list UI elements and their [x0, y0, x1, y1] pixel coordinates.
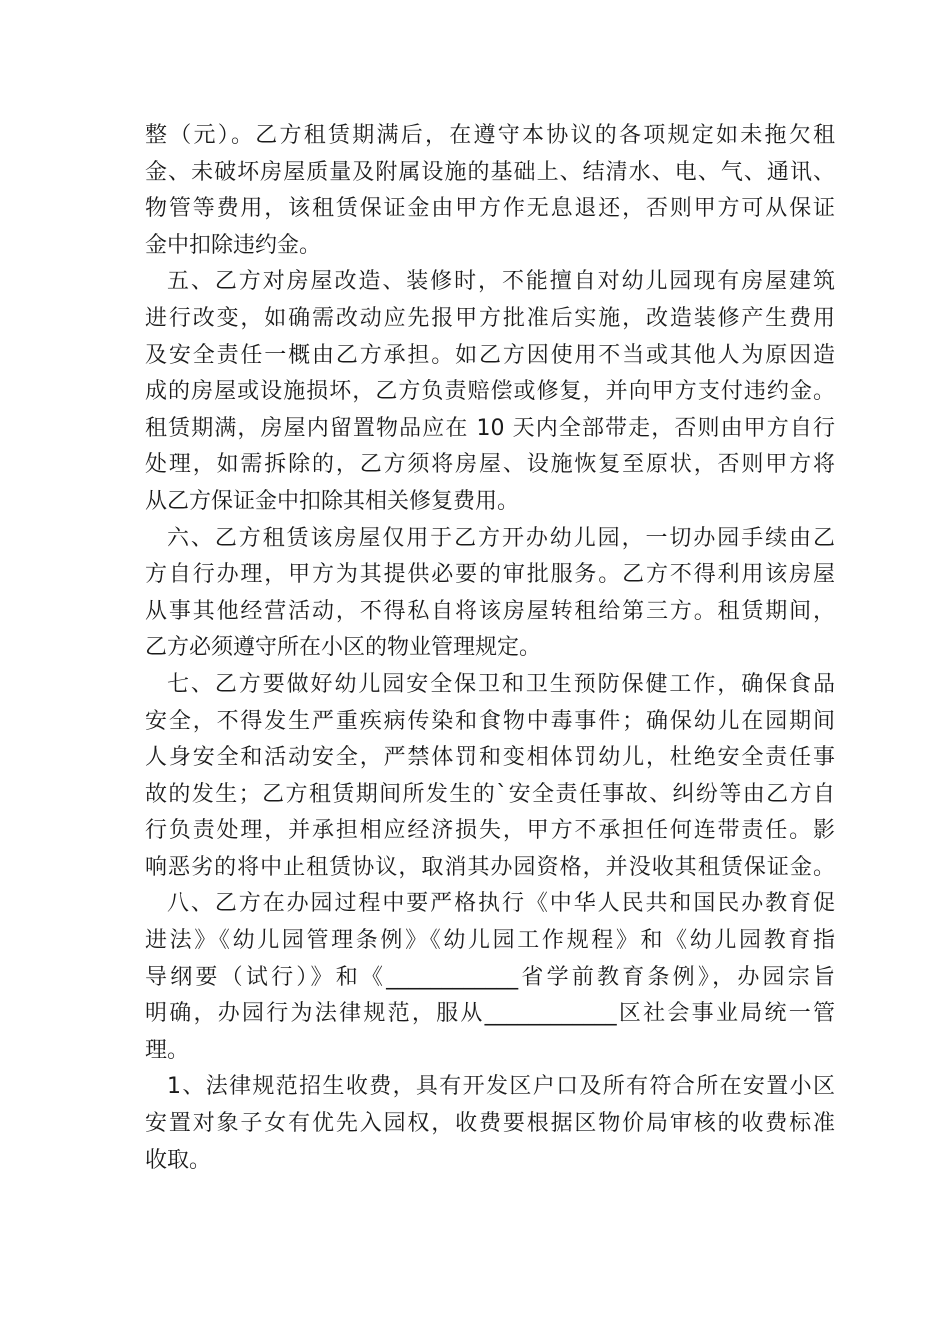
text-line: 1、法律规范招生收费，具有开发区户口及所有符合所在安置小区: [167, 1074, 835, 1100]
text-line: 导纲要（试行）》和《____________省学前教育条例》，办园宗旨: [145, 964, 835, 990]
text-line: 理。: [145, 1037, 190, 1063]
text-line: 响恶劣的将中止租赁协议，取消其办园资格，并没收其租赁保证金。: [145, 854, 835, 880]
document-body: [145, 118, 835, 1179]
text-line: 安置对象子女有优先入园权，收费要根据区物价局审核的收费标准: [145, 1111, 835, 1137]
text-line: 物管等费用，该租赁保证金由甲方作无息退还，否则甲方可从保证: [145, 196, 835, 222]
text-line: 金、未破坏房屋质量及附属设施的基础上、结清水、电、气、通讯、: [145, 159, 835, 185]
text-line: 六、乙方租赁该房屋仅用于乙方开办幼儿园，一切办园手续由乙: [167, 525, 835, 551]
text-line: 五、乙方对房屋改造、装修时，不能擅自对幼儿园现有房屋建筑: [167, 269, 835, 295]
text-line: 收取。: [145, 1147, 212, 1173]
text-line: 人身安全和活动安全，严禁体罚和变相体罚幼儿，杜绝安全责任事: [145, 745, 835, 771]
text-line: 处理，如需拆除的，乙方须将房屋、设施恢复至原状，否则甲方将: [145, 452, 835, 478]
text-line: 从事其他经营活动，不得私自将该房屋转租给第三方。租赁期间，: [145, 598, 835, 624]
text-line: 整（元）。乙方租赁期满后，在遵守本协议的各项规定如未拖欠租: [145, 123, 835, 148]
text-line: 行负责处理，并承担相应经济损失，甲方不承担任何连带责任。影: [145, 818, 835, 844]
text-line: 安全，不得发生严重疾病传染和食物中毒事件；确保幼儿在园期间: [145, 708, 835, 734]
text-line: 七、乙方要做好幼儿园安全保卫和卫生预防保健工作，确保食品: [167, 671, 835, 697]
text-line: 八、乙方在办园过程中要严格执行《中华人民共和国民办教育促: [167, 891, 835, 917]
text-line: 金中扣除违约金。: [145, 232, 322, 258]
text-line: 乙方必须遵守所在小区的物业管理规定。: [145, 635, 542, 661]
text-line: 租赁期满，房屋内留置物品应在 10 天内全部带走，否则由甲方自行: [145, 415, 835, 441]
text-line: 从乙方保证金中扣除其相关修复费用。: [145, 488, 520, 514]
text-line: 故的发生；乙方租赁期间所发生的`安全责任事故、纠纷等由乙方自: [145, 781, 835, 807]
text-line: 进行改变，如确需改动应先报甲方批准后实施，改造装修产生费用: [145, 305, 835, 331]
text-line: 及安全责任一概由乙方承担。如乙方因使用不当或其他人为原因造: [145, 342, 835, 368]
text-line: 进法》《幼儿园管理条例》《幼儿园工作规程》和《幼儿园教育指: [145, 928, 835, 954]
text-line: 成的房屋或设施损坏，乙方负责赔偿或修复，并向甲方支付违约金。: [145, 379, 835, 405]
text-line: 方自行办理，甲方为其提供必要的审批服务。乙方不得利用该房屋: [145, 562, 835, 588]
text-line: 明确，办园行为法律规范，服从____________区社会事业局统一管: [145, 1001, 835, 1027]
